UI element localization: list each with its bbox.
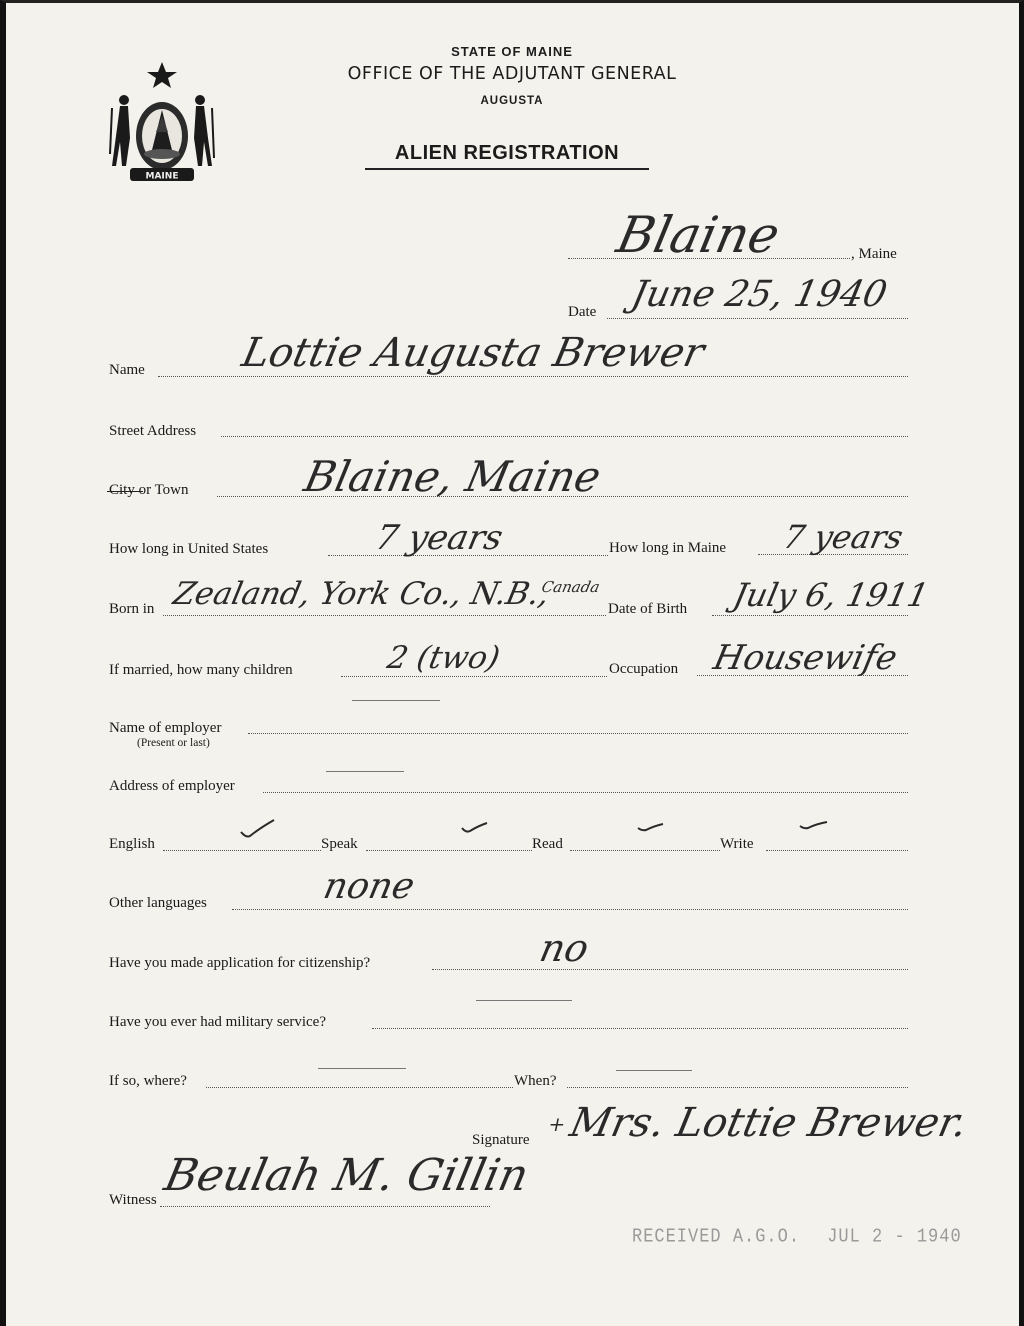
when-line (567, 1087, 908, 1088)
how-long-us-value: 7 years (372, 518, 507, 558)
where-dash (318, 1068, 406, 1069)
read-label: Read (532, 836, 563, 852)
military-dash (476, 1000, 572, 1001)
other-languages-label: Other languages (109, 895, 207, 911)
name-value: Lottie Augusta Brewer (238, 330, 709, 376)
page-title: ALIEN REGISTRATION (365, 142, 649, 170)
employer-label: Name of employer (109, 720, 222, 736)
witness-value: Beulah M. Gillin (160, 1150, 533, 1201)
signature-value: Mrs. Lottie Brewer. (566, 1100, 972, 1146)
dob-value: July 6, 1911 (730, 576, 933, 614)
date-value: June 25, 1940 (628, 274, 891, 315)
citizenship-line (432, 969, 908, 970)
born-in-label: Born in (109, 601, 155, 617)
witness-label: Witness (109, 1192, 157, 1208)
employer-line (248, 733, 908, 734)
witness-line (160, 1206, 490, 1207)
stamp-received-text: RECEIVED A.G.O. (632, 1226, 801, 1249)
name-label: Name (109, 362, 145, 378)
write-check-icon (798, 818, 830, 832)
header-state: STATE OF MAINE (451, 44, 573, 59)
speak-line (366, 850, 532, 851)
signature-label: Signature (472, 1132, 530, 1148)
married-line (341, 676, 607, 677)
city-strikethrough (107, 491, 143, 492)
when-label: When? (514, 1073, 557, 1089)
speak-check-icon (460, 820, 490, 836)
write-line (766, 850, 908, 851)
born-in-country: Canada (540, 578, 602, 596)
city-struck: City (109, 482, 135, 498)
street-line (221, 436, 908, 437)
city-value: Blaine, Maine (300, 452, 606, 501)
received-stamp (632, 1227, 962, 1249)
street-label: Street Address (109, 423, 197, 439)
write-label: Write (720, 836, 754, 852)
employer-address-line (263, 792, 908, 793)
header-city: AUGUSTA (480, 95, 544, 107)
dob-label: Date of Birth (608, 601, 688, 617)
occupation-label: Occupation (609, 661, 679, 677)
town-value: Blaine (612, 206, 785, 264)
english-check-icon (238, 818, 278, 840)
seal-text: MAINE (145, 171, 179, 182)
occupation-value: Housewife (710, 638, 901, 678)
military-line (372, 1028, 908, 1029)
read-line (570, 850, 720, 851)
header-office: OFFICE OF THE ADJUTANT GENERAL (347, 64, 677, 84)
date-label: Date (568, 304, 597, 320)
born-in-value: Zealand, York Co., N.B., (170, 576, 553, 612)
maine-suffix: , Maine (851, 246, 897, 262)
date-line (607, 318, 908, 319)
name-line (158, 376, 908, 377)
children-value: 2 (two) (384, 640, 504, 676)
signature-mark: + (546, 1112, 568, 1136)
other-languages-line (232, 909, 908, 910)
stamp-date: JUL 2 - 1940 (827, 1226, 962, 1249)
dob-line (712, 615, 908, 616)
read-check-icon (636, 820, 666, 834)
if-so-where-line (206, 1087, 513, 1088)
english-label: English (109, 836, 155, 852)
employer-address-label: Address of employer (109, 778, 235, 794)
how-long-maine-value: 7 years (780, 518, 907, 556)
english-line (163, 850, 321, 851)
children-dash (352, 700, 440, 701)
married-label: If married, how many children (109, 662, 293, 678)
citizenship-value: no (536, 926, 593, 970)
other-languages-value: none (320, 866, 419, 907)
military-label: Have you ever had military service? (109, 1014, 326, 1030)
how-long-maine-label: How long in Maine (609, 540, 727, 556)
citizenship-label: Have you made application for citizenship? (109, 955, 371, 971)
when-dash (616, 1070, 692, 1071)
how-long-us-label: How long in United States (109, 541, 269, 557)
speak-label: Speak (321, 836, 358, 852)
born-in-line (163, 615, 606, 616)
or-town: or Town (138, 482, 189, 498)
employer-dash (326, 771, 404, 772)
employer-sub-label: (Present or last) (137, 737, 210, 749)
if-so-where-label: If so, where? (109, 1073, 187, 1089)
